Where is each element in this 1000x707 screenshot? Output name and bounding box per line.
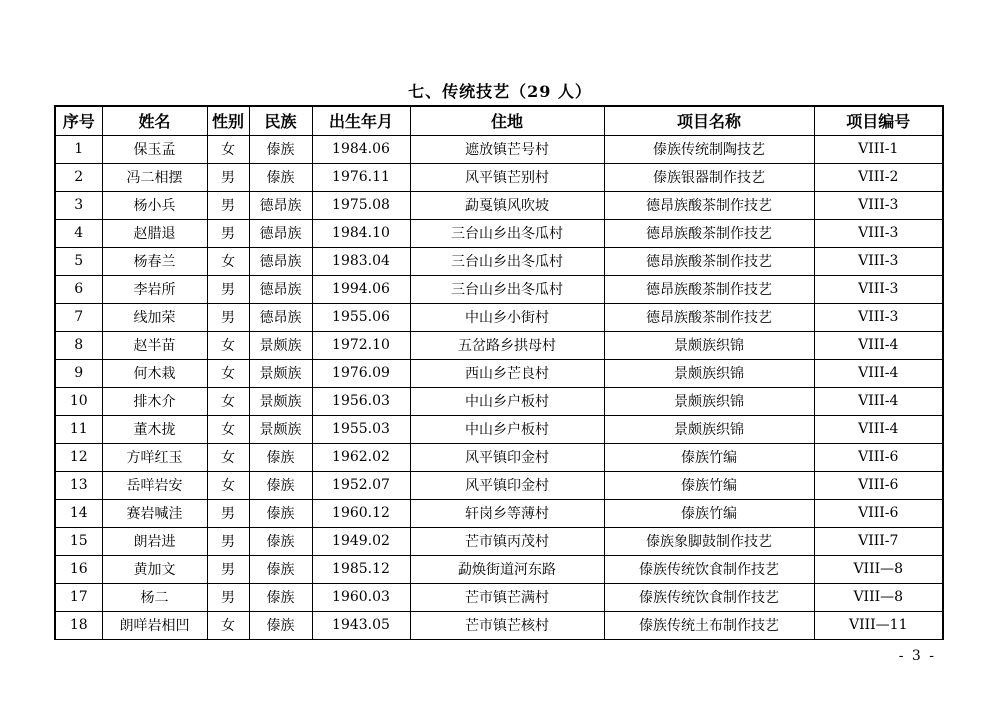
cell-index: 2 [55,163,102,191]
cell-project-code: VIII-3 [814,275,943,303]
cell-gender: 女 [207,247,249,275]
cell-project-name: 德昂族酸茶制作技艺 [604,247,814,275]
cell-ethnicity: 景颇族 [249,359,312,387]
cell-gender: 男 [207,275,249,303]
cell-project-code: VIII-4 [814,387,943,415]
cell-residence: 三台山乡出冬瓜村 [410,247,604,275]
cell-ethnicity: 傣族 [249,443,312,471]
cell-birth-date: 1955.03 [312,415,410,443]
cell-ethnicity: 傣族 [249,135,312,163]
table-row [55,219,943,247]
cell-project-name: 景颇族织锦 [604,331,814,359]
cell-name: 李岩所 [102,275,207,303]
header-ethnicity: 民族 [249,106,312,135]
document-title: 七、传统技艺（29 人） [408,82,592,101]
cell-project-code: VIII-6 [814,471,943,499]
cell-project-code: VIII-1 [814,135,943,163]
cell-residence: 三台山乡出冬瓜村 [410,219,604,247]
cell-index: 8 [55,331,102,359]
cell-index: 14 [55,499,102,527]
cell-project-code: VIII-3 [814,219,943,247]
cell-project-name: 德昂族酸茶制作技艺 [604,191,814,219]
cell-project-code: VIII-4 [814,331,943,359]
cell-birth-date: 1985.12 [312,555,410,583]
cell-project-name: 景颇族织锦 [604,415,814,443]
cell-index: 1 [55,135,102,163]
cell-name: 岳咩岩安 [102,471,207,499]
cell-name: 黄加文 [102,555,207,583]
cell-birth-date: 1976.11 [312,163,410,191]
cell-index: 16 [55,555,102,583]
cell-name: 朗岩进 [102,527,207,555]
cell-ethnicity: 德昂族 [249,303,312,331]
cell-gender: 女 [207,415,249,443]
cell-gender: 女 [207,359,249,387]
cell-ethnicity: 景颇族 [249,415,312,443]
cell-index: 7 [55,303,102,331]
table-row [55,275,943,303]
cell-name: 冯二相摆 [102,163,207,191]
table-row [55,387,943,415]
cell-ethnicity: 傣族 [249,611,312,639]
table-row [55,163,943,191]
cell-name: 赵半苗 [102,331,207,359]
cell-project-code: VIII-6 [814,443,943,471]
table-row [55,443,943,471]
header-residence: 住地 [410,106,604,135]
cell-ethnicity: 傣族 [249,555,312,583]
table-row [55,303,943,331]
cell-gender: 女 [207,471,249,499]
table-row [55,499,943,527]
cell-project-name: 傣族银器制作技艺 [604,163,814,191]
cell-birth-date: 1983.04 [312,247,410,275]
cell-birth-date: 1943.05 [312,611,410,639]
cell-gender: 男 [207,163,249,191]
cell-index: 17 [55,583,102,611]
cell-ethnicity: 傣族 [249,499,312,527]
cell-project-name: 德昂族酸茶制作技艺 [604,303,814,331]
cell-project-name: 傣族竹编 [604,499,814,527]
cell-residence: 遮放镇芒号村 [410,135,604,163]
cell-project-code: VIII-3 [814,191,943,219]
header-project-name: 项目名称 [604,106,814,135]
cell-birth-date: 1952.07 [312,471,410,499]
cell-gender: 男 [207,555,249,583]
cell-residence: 风平镇印金村 [410,471,604,499]
table-row [55,471,943,499]
cell-name: 排木介 [102,387,207,415]
cell-index: 11 [55,415,102,443]
cell-residence: 轩岗乡等薄村 [410,499,604,527]
table-row [55,247,943,275]
table-header-row [55,106,943,135]
cell-project-code: VIII—11 [814,611,943,639]
cell-project-name: 傣族竹编 [604,471,814,499]
cell-project-name: 傣族传统制陶技艺 [604,135,814,163]
cell-ethnicity: 德昂族 [249,191,312,219]
cell-project-name: 德昂族酸茶制作技艺 [604,275,814,303]
cell-index: 12 [55,443,102,471]
cell-project-name: 傣族竹编 [604,443,814,471]
cell-residence: 芒市镇芒核村 [410,611,604,639]
table-row [55,331,943,359]
cell-project-code: VIII—8 [814,583,943,611]
cell-birth-date: 1984.10 [312,219,410,247]
cell-name: 杨小兵 [102,191,207,219]
cell-ethnicity: 傣族 [249,163,312,191]
table-row [55,583,943,611]
cell-gender: 女 [207,387,249,415]
cell-ethnicity: 景颇族 [249,387,312,415]
header-gender: 性别 [207,106,249,135]
cell-name: 赵腊退 [102,219,207,247]
cell-name: 保玉孟 [102,135,207,163]
cell-birth-date: 1972.10 [312,331,410,359]
cell-gender: 男 [207,527,249,555]
cell-residence: 中山乡户板村 [410,387,604,415]
cell-gender: 女 [207,611,249,639]
cell-ethnicity: 傣族 [249,583,312,611]
cell-ethnicity: 德昂族 [249,219,312,247]
table-row [55,611,943,639]
header-project-code: 项目编号 [814,106,943,135]
cell-birth-date: 1962.02 [312,443,410,471]
cell-birth-date: 1949.02 [312,527,410,555]
cell-birth-date: 1976.09 [312,359,410,387]
cell-ethnicity: 德昂族 [249,275,312,303]
cell-project-code: VIII-3 [814,247,943,275]
cell-index: 10 [55,387,102,415]
cell-project-name: 景颇族织锦 [604,387,814,415]
cell-index: 15 [55,527,102,555]
cell-project-code: VIII-4 [814,359,943,387]
cell-name: 赛岩喊洼 [102,499,207,527]
cell-project-code: VIII-7 [814,527,943,555]
cell-residence: 芒市镇芒满村 [410,583,604,611]
cell-ethnicity: 德昂族 [249,247,312,275]
cell-gender: 男 [207,191,249,219]
cell-name: 方咩红玉 [102,443,207,471]
cell-name: 朗咩岩相凹 [102,611,207,639]
cell-index: 9 [55,359,102,387]
cell-index: 6 [55,275,102,303]
cell-ethnicity: 景颇族 [249,331,312,359]
cell-name: 何木栽 [102,359,207,387]
cell-gender: 男 [207,499,249,527]
cell-name: 杨春兰 [102,247,207,275]
cell-residence: 风平镇印金村 [410,443,604,471]
cell-project-name: 景颇族织锦 [604,359,814,387]
cell-index: 18 [55,611,102,639]
cell-project-code: VIII-3 [814,303,943,331]
cell-birth-date: 1960.12 [312,499,410,527]
cell-ethnicity: 傣族 [249,527,312,555]
cell-ethnicity: 傣族 [249,471,312,499]
cell-project-name: 傣族传统饮食制作技艺 [604,583,814,611]
table-row [55,359,943,387]
cell-residence: 中山乡小街村 [410,303,604,331]
cell-residence: 勐戛镇风吹坡 [410,191,604,219]
cell-gender: 男 [207,583,249,611]
cell-birth-date: 1994.06 [312,275,410,303]
cell-birth-date: 1960.03 [312,583,410,611]
page-number: - 3 - [898,648,936,664]
cell-index: 3 [55,191,102,219]
header-index: 序号 [55,106,102,135]
header-name: 姓名 [102,106,207,135]
cell-project-name: 傣族传统饮食制作技艺 [604,555,814,583]
cell-name: 线加荣 [102,303,207,331]
cell-birth-date: 1956.03 [312,387,410,415]
cell-birth-date: 1984.06 [312,135,410,163]
cell-index: 4 [55,219,102,247]
table-row [55,415,943,443]
cell-project-name: 傣族传统土布制作技艺 [604,611,814,639]
cell-residence: 三台山乡出冬瓜村 [410,275,604,303]
cell-gender: 男 [207,219,249,247]
cell-project-code: VIII-2 [814,163,943,191]
cell-project-name: 德昂族酸茶制作技艺 [604,219,814,247]
cell-gender: 女 [207,331,249,359]
cell-birth-date: 1955.06 [312,303,410,331]
cell-gender: 女 [207,443,249,471]
cell-project-code: VIII-4 [814,415,943,443]
table-row [55,527,943,555]
cell-project-name: 傣族象脚鼓制作技艺 [604,527,814,555]
inheritor-table [54,105,944,640]
table-row [55,135,943,163]
cell-project-code: VIII—8 [814,555,943,583]
cell-residence: 五岔路乡拱母村 [410,331,604,359]
table-row [55,555,943,583]
cell-name: 董木拢 [102,415,207,443]
cell-index: 5 [55,247,102,275]
header-birth-date: 出生年月 [312,106,410,135]
cell-index: 13 [55,471,102,499]
cell-residence: 中山乡户板村 [410,415,604,443]
cell-gender: 女 [207,135,249,163]
cell-birth-date: 1975.08 [312,191,410,219]
cell-residence: 芒市镇丙茂村 [410,527,604,555]
cell-residence: 勐焕街道河东路 [410,555,604,583]
cell-project-code: VIII-6 [814,499,943,527]
cell-residence: 西山乡芒良村 [410,359,604,387]
cell-residence: 风平镇芒别村 [410,163,604,191]
cell-name: 杨二 [102,583,207,611]
table-row [55,191,943,219]
cell-gender: 男 [207,303,249,331]
